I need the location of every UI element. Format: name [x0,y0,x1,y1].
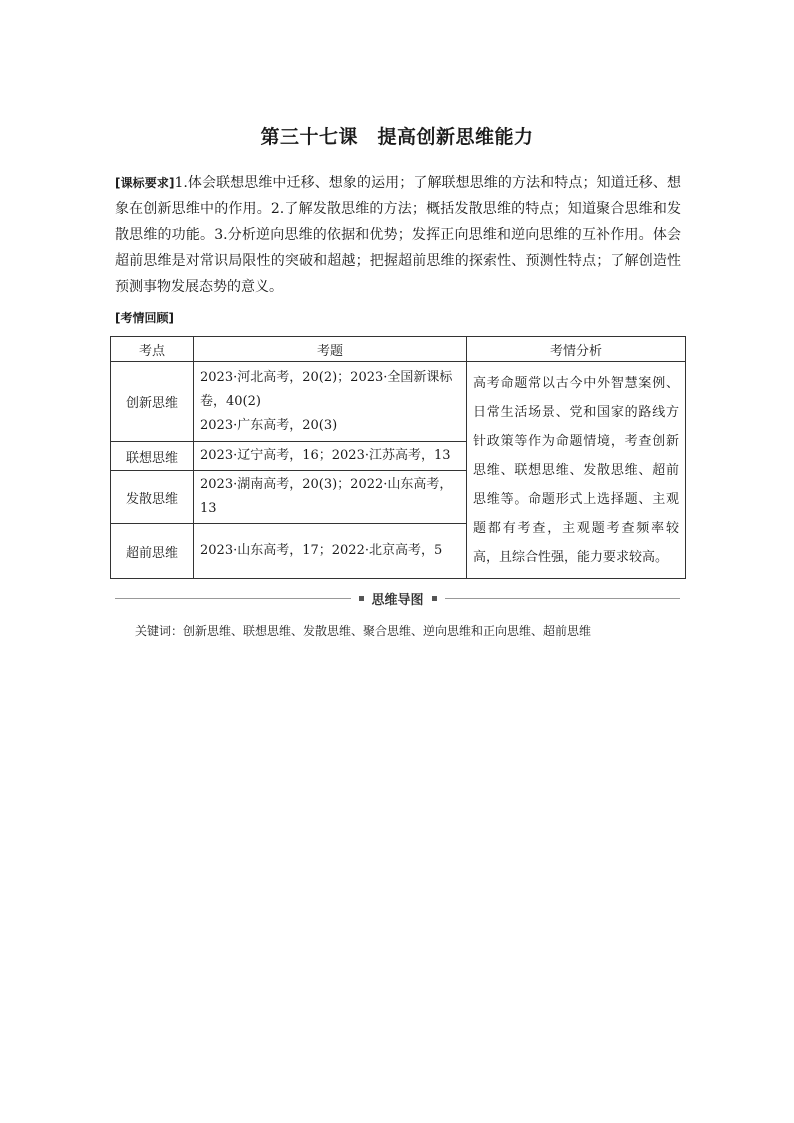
header-questions: 考题 [194,337,467,362]
header-topic: 考点 [111,337,194,362]
page-title: 第三十七课 提高创新思维能力 [260,126,534,148]
question-line: 2023·河北高考，20(2)；2023·全国新课标卷，40(2) [200,369,453,409]
question-line: 2023·广东高考，20(3) [200,417,338,433]
topic-cell: 发散思维 [111,471,194,524]
divider-line-left [115,598,351,599]
mind-map-title: 思维导图 [371,592,424,608]
topic-cell: 创新思维 [111,362,194,442]
question-line: 2023·辽宁高考，16；2023·江苏高考，13 [200,448,451,463]
requirements-label: [课标要求] [115,176,175,190]
divider-line-right [445,598,681,599]
topic-cell: 超前思维 [111,524,194,579]
exam-review-table [110,336,686,579]
requirements-text: 1.体会联想思维中迁移、想象的运用；了解联想思维的方法和特点；知道迁移、想象在创新思维中的作用。2.了解发散思维的方法；概括发散思维的特点；知道聚合思维和发散思维的功能。3.分析逆向思维的依据和优势；发挥正向思维和逆向思维的互补作用。体会超前思维是对常识局限性的突破和超越；把握超前思维的探索性、预测性特点；了解创造性预测事物发展态势的意义。 [115,175,681,295]
exam-review-label: [考情回顾] [115,311,174,325]
keywords-line: 关键词：创新思维、联想思维、发散思维、聚合思维、逆向思维和正向思维、超前思维 [135,624,592,638]
square-bullet-icon [432,596,437,601]
header-analysis: 考情分析 [467,337,686,362]
table-row [111,362,686,442]
question-line: 2023·山东高考，17；2022·北京高考，5 [200,543,443,558]
mind-map-heading [115,588,680,608]
questions-cell [194,442,467,471]
questions-cell [194,362,467,442]
questions-cell [194,471,467,524]
square-bullet-icon [359,596,364,601]
analysis-cell: 高考命题常以古今中外智慧案例、日常生活场景、党和国家的路线方针政策等作为命题情境，考查创新思维、联想思维、发散思维、超前思维等。命题形式上选择题、主观题都有考查，主观题考查频率较高，且综合性强，能力要求较高。 [467,362,686,579]
table-header-row [111,337,686,362]
topic-cell: 联想思维 [111,442,194,471]
questions-cell [194,524,467,579]
curriculum-requirements [115,170,681,300]
question-line: 2023·湖南高考，20(3)；2022·山东高考，13 [200,477,453,516]
